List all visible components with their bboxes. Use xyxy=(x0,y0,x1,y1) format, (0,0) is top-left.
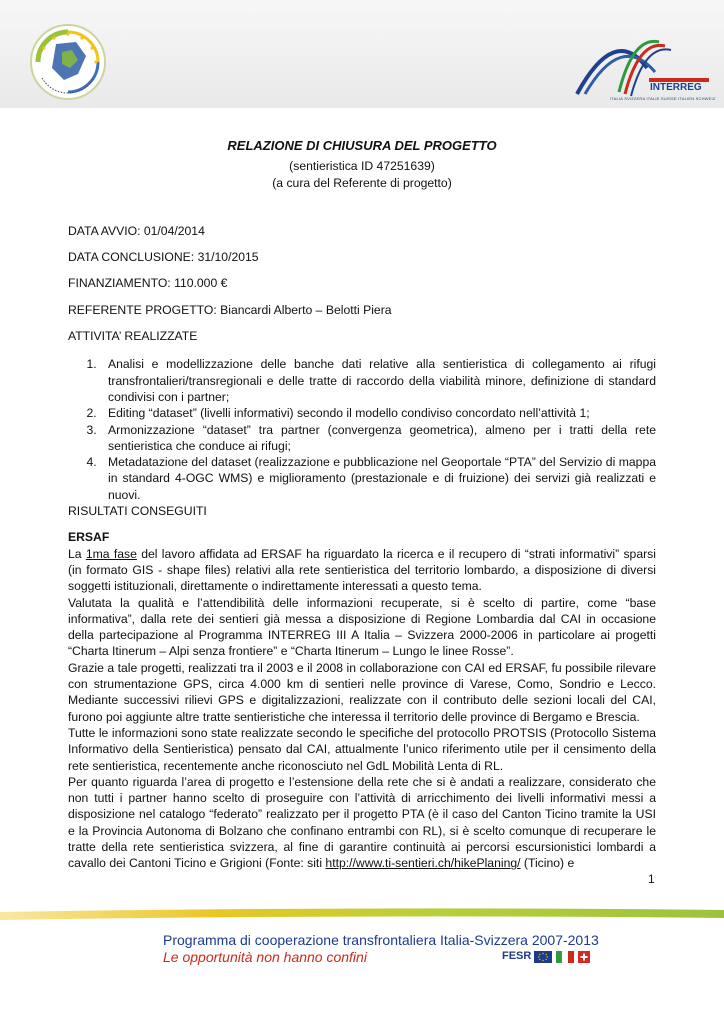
subtitle-project-id: (sentieristica ID 47251639) xyxy=(289,159,435,174)
page-title: RELAZIONE DI CHIUSURA DEL PROGETTO xyxy=(227,138,497,153)
footer-slogan: Le opportunità non hanno confini xyxy=(163,949,367,965)
footer-stripe xyxy=(0,904,724,922)
list-item: 1. Analisi e modellizzazione delle banche dati relative alla sentieristica di collegamento ai rifugi transfrontalieri/transregionali e delle tratte di raccordo della viabilità minore, definizione di standard condivisi con i partner; xyxy=(100,356,656,405)
list-item: 2. Editing “dataset” (livelli informativi) secondo il modello condiviso concordato nell’attività 1; xyxy=(100,405,656,421)
ersaf-heading: ERSAF xyxy=(68,530,110,545)
interreg-brand: INTERREG xyxy=(650,82,702,93)
paragraph-protsis: Tutte le informazioni sono state realizzate secondo le specifiche del protocollo PROTSIS (Protocollo Sistema Informativo della Sentieristica) pensato dal CAI, attualmente l’unico riferimento utile per il censimento della rete sentieristica, recentemente anche riconosciuto nel GdL Mobilità Lenta di RL. xyxy=(68,725,656,773)
subtitle-author: (a cura del Referente di progetto) xyxy=(272,175,452,190)
switzerland-flag-icon xyxy=(578,951,590,963)
eu-flag-icon xyxy=(534,951,552,963)
field-funding: FINANZIAMENTO: 110.000 € xyxy=(68,276,228,291)
interreg-arcs-icon xyxy=(575,32,710,104)
page-number: 1 xyxy=(648,872,655,886)
field-end-date: DATA CONCLUSIONE: 31/10/2015 xyxy=(68,250,259,265)
paragraph-project-area xyxy=(68,774,656,872)
activities-heading: ATTIVITA’ REALIZZATE xyxy=(68,329,198,344)
fesr-label: FESR xyxy=(502,950,532,962)
text-run: Per quanto riguarda l’area di progetto e l’estensione della rete che si è andati a realizzare, considerato che non tutti i partner hanno scelto di proseguire con l’attività di arricchimento dei livelli informativi messi a disposizione nel catalogo “federato” realizzato per il progetto PTA (è il caso del Canton Ticino tramite la USI e la Provincia Autonoma di Bolzano che confinano entrambi con RL), si è scelto comunque di recuperare le tratte della rete sentieristica svizzera, al fine di garantire continuità ai percorsi escursionistici lombardi a cavallo dei Cantoni Ticino e Grigioni (Fonte: siti xyxy=(68,774,656,871)
text-run: La xyxy=(68,546,86,561)
paragraph-quality: Valutata la qualità e l’attendibilità delle informazioni recuperate, si è scelto di partire, come “base informativa”, dalla rete dei sentieri già messa a disposizione di Regione Lombardia dal CAI in occasione della partecipazione al Programma INTERREG III A Italia – Svizzera 2000-2006 in particolare ai progetti “Charta Itinerum – Alpi senza frontiere” e “Charta Itinerum – Lungo le linee Rosse”. xyxy=(68,595,656,659)
ti-sentieri-link[interactable]: http://www.ti-sentieri.ch/hikePlaning/ xyxy=(325,856,521,871)
interreg-caption: ITALIA SVIZZERA ITALIE SUISSE ITALIEN SCHWEIZ xyxy=(610,96,716,101)
list-item: 3. Armonizzazione “dataset” tra partner (convergenza geometrica), almeno per i tratti della rete sentieristica che conduce ai rifugi; xyxy=(100,422,656,455)
paragraph-projects: Grazie a tale progetti, realizzati tra il 2003 e il 2008 in collaborazione con CAI ed ERSAF, fu possibile rilevare con strumentazione GPS, circa 4.000 km di sentieri nelle province di Varese, Como, Sondrio e Lecco. Mediante successivi rilievi GPS e digitalizzazioni, realizzate con il contributo delle sezioni locali del CAI, furono poi aggiunte altre tratte sentieristiche che interessa il territorio delle province di Bergamo e Brescia. xyxy=(68,660,656,724)
list-item: 4. Metadatazione del dataset (realizzazione e pubblicazione nel Geoportale “PTA” del Servizio di mappa in standard 4-OGC WMS) e miglioramento (prestazionale e di fruizione) dei servizi già realizzati e nuovi. xyxy=(100,454,656,503)
footer-programme-title: Programma di cooperazione transfrontaliera Italia-Svizzera 2007-2013 xyxy=(163,932,599,948)
text-run: (Ticino) e xyxy=(520,856,575,871)
text-run: del lavoro affidata ad ERSAF ha riguardato la ricerca e il recupero di “strati informativi” sparsi (in formato GIS - shape files) relativi alla rete sentieristica del territorio lombardo, a disposizione di diversi soggetti istituzionali, direttamente o indirettamente interessati a questo tema. xyxy=(68,546,656,594)
document-body xyxy=(68,128,656,872)
italy-flag-icon xyxy=(556,951,574,963)
results-heading: RISULTATI CONSEGUITI xyxy=(68,504,207,519)
field-project-referent: REFERENTE PROGETTO: Biancardi Alberto – Belotti Piera xyxy=(68,302,392,317)
activities-list xyxy=(68,356,656,503)
underlined-text: 1ma fase xyxy=(85,546,137,561)
eu-stars-emblem-icon xyxy=(28,22,108,102)
field-start-date: DATA AVVIO: 01/04/2014 xyxy=(68,223,205,238)
paragraph-first-phase xyxy=(68,546,656,595)
